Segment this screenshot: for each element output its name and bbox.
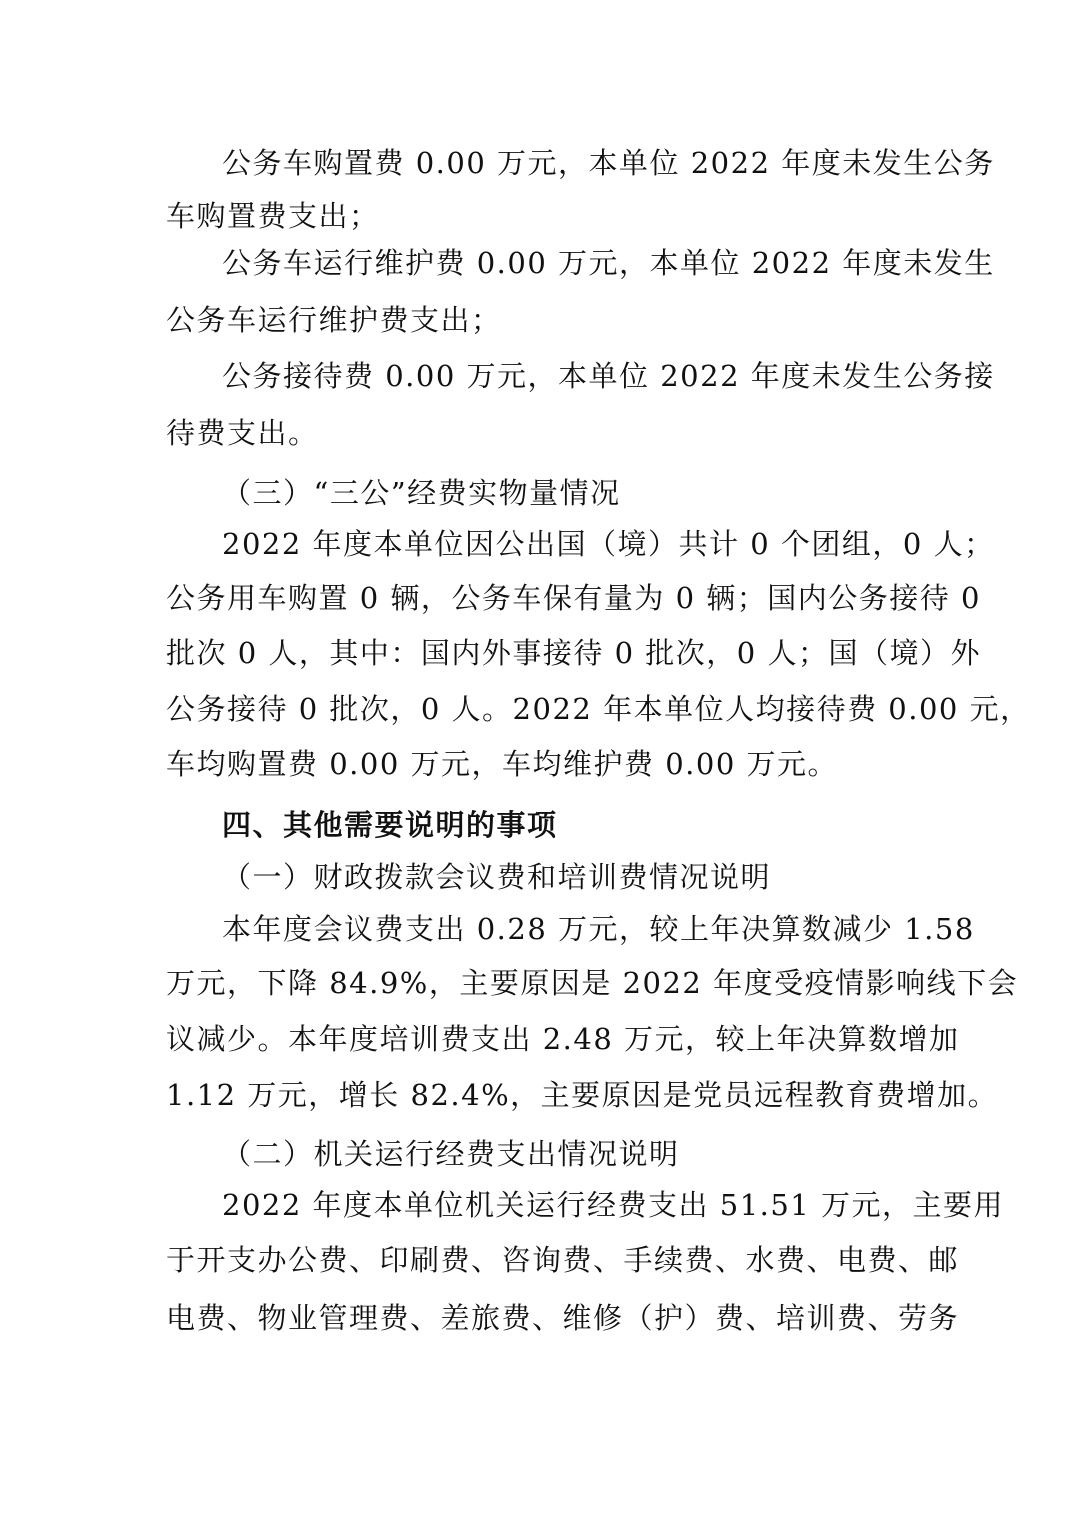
subheading: （三）“三公”经费实物量情况 <box>222 476 621 510</box>
paragraph-line: 议减少。本年度培训费支出 2.48 万元，较上年决算数增加 <box>166 1022 960 1056</box>
paragraph-line: 万元，下降 84.9%，主要原因是 2022 年度受疫情影响线下会 <box>166 966 1019 1000</box>
paragraph-line: 公务接待费 0.00 万元，本单位 2022 年度未发生公务接 <box>222 359 995 393</box>
paragraph-line: 车均购置费 0.00 万元，车均维护费 0.00 万元。 <box>166 747 839 781</box>
paragraph-line: 2022 年度本单位机关运行经费支出 51.51 万元，主要用 <box>222 1188 1004 1222</box>
paragraph-line: 电费、物业管理费、差旅费、维修（护）费、培训费、劳务 <box>166 1301 960 1335</box>
paragraph-line: 公务接待 0 批次，0 人。2022 年本单位人均接待费 0.00 元， <box>166 692 1031 726</box>
paragraph-line: 待费支出。 <box>166 416 319 450</box>
subheading: （二）机关运行经费支出情况说明 <box>222 1137 680 1171</box>
paragraph-line: 本年度会议费支出 0.28 万元，较上年决算数减少 1.58 <box>222 912 975 946</box>
paragraph-line: 批次 0 人，其中：国内外事接待 0 批次，0 人；国（境）外 <box>166 636 981 670</box>
subheading: （一）财政拨款会议费和培训费情况说明 <box>222 860 772 894</box>
section-title: 四、其他需要说明的事项 <box>222 808 558 842</box>
paragraph-line: 公务车购置费 0.00 万元，本单位 2022 年度未发生公务 <box>222 146 995 180</box>
paragraph-line: 1.12 万元，增长 82.4%，主要原因是党员远程教育费增加。 <box>166 1078 999 1112</box>
paragraph-line: 公务车运行维护费支出； <box>166 303 502 337</box>
paragraph-line: 于开支办公费、印刷费、咨询费、手续费、水费、电费、邮 <box>166 1243 960 1277</box>
paragraph-line: 公务车运行维护费 0.00 万元，本单位 2022 年度未发生 <box>222 246 995 280</box>
paragraph-line: 车购置费支出； <box>166 199 380 233</box>
paragraph-line: 公务用车购置 0 辆，公务车保有量为 0 辆；国内公务接待 0 <box>166 581 981 615</box>
paragraph-line: 2022 年度本单位因公出国（境）共计 0 个团组，0 人； <box>222 527 995 561</box>
